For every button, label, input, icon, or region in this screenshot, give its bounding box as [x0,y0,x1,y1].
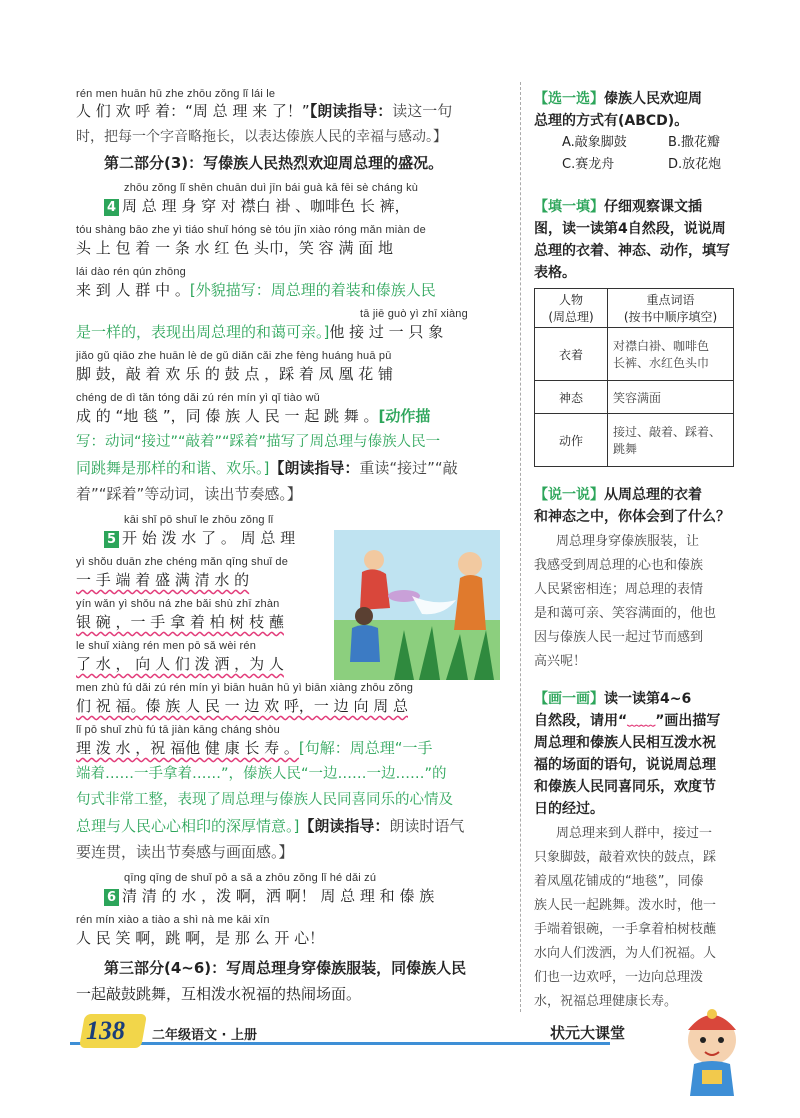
question-text: 总理的方式有(ABCD)。 [534,113,689,129]
answer-line: 只象脚鼓，敲着欢快的鼓点，踩 [534,850,717,865]
option-a: A.敲象脚鼓 [562,135,627,150]
paragraph-line: 是一样的，表现出周总理的和蔼可亲。]他 接 过 一 只 象 [76,323,444,341]
answer-line: 着凤凰花铺成的“地毯”，同傣 [534,874,704,889]
annotation-line: 着”“踩着”等动词，读出节奏感。】 [76,485,302,503]
footer-rule [70,1042,610,1045]
answer-line: 人民紧密相连；周总理的表情 [534,582,704,597]
paragraph-line: 4 周 总 理 身 穿 对 襟白 褂 、咖啡色 长 裤， [104,195,410,217]
pinyin-line: kāi shǐ pō shuǐ le zhōu zǒng lǐ [124,514,274,526]
answer-line: 周总理来到人群中，接过一 [556,826,713,841]
paragraph-line: 人 民 笑 啊，跳 啊，是 那 么 开 心！ [76,929,325,947]
column-divider [520,82,521,1012]
annotation-line: 要连贯，读出节奏感与画面感。】 [76,843,294,861]
answer-line: 是和蔼可亲、笑容满面的，他也 [534,606,717,621]
pinyin-line: yì shǒu duān zhe chéng mǎn qīng shuǐ de [76,556,289,568]
question-text: 和神态之中，你体会到了什么？ [534,509,730,525]
annotation-line: 句式非常工整，表现了周总理与傣族人民同喜同乐的心情及 [76,792,453,808]
table-row: 动作 接过、敲着、踩着、 跳舞 [535,414,734,467]
page-number: 138 [86,1016,125,1045]
question-select: 【选一选】傣族人民欢迎周 [534,91,702,107]
pinyin-line: yín wǎn yì shǒu ná zhe bǎi shù zhī zhàn [76,598,280,610]
option-c: C.赛龙舟 [562,157,615,172]
part-three-summary: 第三部分(4~6)：写周总理身穿傣族服装，同傣族人民 [104,959,467,977]
part-two-summary: 第二部分(3)：写傣族人民热烈欢迎周总理的盛况。 [104,154,444,172]
table-header-row: 人物 (周总理) 重点词语 (按书中顺序填空) [535,289,734,328]
paragraph-line: 们 祝 福。傣 族 人 民 一 边 欢 呼，一 边 向 周 总 [76,697,408,715]
question-text: 和傣族人民同喜同乐，欢度节 [534,779,716,795]
pinyin-line: men zhù fú dǎi zú rén mín yì biān huān hū yì biān xiàng zhōu zǒng [76,682,414,694]
pinyin-line: jiǎo gǔ qiāo zhe huān lè de gǔ diǎn cǎi zhe fèng huáng huā pū [76,350,392,362]
annotation-line: 端着……一手拿着……”，傣族人民“一边……一边……”的 [76,766,447,782]
option-d: D.放花炮 [668,157,722,172]
pinyin-line: lái dào rén qún zhōng [76,266,187,278]
pinyin-line: tā jiē guò yì zhī xiàng [360,308,468,320]
question-text: 总理的衣着、神态、动作，填写 [534,243,730,259]
question-text: 自然段，请用“﹏﹏”画出描写 [534,713,721,729]
option-b: B.撒花瓣 [668,135,721,150]
paragraph-line: 6 清 清 的 水 ，泼 啊，洒 啊！ 周 总 理 和 傣 族 [104,885,434,907]
paragraph-line: 理 泼 水 ，祝 福他 健 康 长 寿 。[句解：周总理“一手 [76,739,433,757]
annotation-line: 写：动词“接过”“敲着”“踩着”描写了周总理与傣族人民一 [76,434,441,450]
annotation-line: 同跳舞是那样的和谐、欢乐。]【朗读指导：重读“接过”“敲 [76,459,458,477]
pinyin-line: zhōu zǒng lǐ shēn chuān duì jīn bái guà kā fēi sè cháng kù [124,182,419,194]
question-text: 日的经过。 [534,801,604,817]
question-text: 表格。 [534,265,576,281]
table-row: 衣着 对襟白褂、咖啡色 长裤、水红色头巾 [535,328,734,381]
answer-line: 高兴呢！ [534,654,587,669]
paragraph-line: 头 上 包 着 一 条 水 红 色 头巾，笑 容 满 面 地 [76,239,393,257]
paragraph-line: 来 到 人 群 中 。[外貌描写：周总理的着装和傣族人民 [76,281,436,299]
question-fill: 【填一填】仔细观察课文插 [534,199,702,215]
answer-table [534,288,734,467]
question-say: 【说一说】从周总理的衣着 [534,487,702,503]
paragraph-line: 人 们 欢 呼 着：“周 总 理 来 了！”【朗读指导：读这一句 [76,102,453,120]
pinyin-line: lǐ pō shuǐ zhù fú tā jiàn kāng cháng shòu [76,724,280,736]
question-draw: 【画一画】读一读第4~6 [534,691,692,707]
answer-line: 因与傣族人民一起过节而感到 [534,630,704,645]
brand-name: 状元大课堂 [550,1024,626,1042]
illustration-water-splashing [334,530,500,680]
question-text: 福的场面的语句，说说周总理 [534,757,716,773]
answer-line: 手端着银碗，一手拿着柏树枝蘸 [534,922,717,937]
answer-line: 周总理身穿傣族服装，让 [556,534,700,549]
paragraph-number: 5 [104,531,119,548]
mascot-icon [672,1000,752,1100]
paragraph-line: 一 手 端 着 盛 满 清 水 的 [76,571,250,589]
question-text: 周总理和傣族人民相互泼水祝 [534,735,716,751]
pinyin-line: qīng qīng de shuǐ pō a sǎ a zhōu zǒng lǐ hé dǎi zú [124,872,377,884]
answer-line: 族人民一起跳舞。泼水时，他一 [534,898,717,913]
pinyin-line: chéng de dì tǎn tóng dǎi zú rén mín yì qǐ tiào wǔ [76,392,321,404]
paragraph-number: 6 [104,889,119,906]
paragraph-line: 5 开 始 泼 水 了 。 周 总 理 [104,527,295,549]
pinyin-line: le shuǐ xiàng rén men pō sǎ wèi rén [76,640,257,652]
table-row: 神态 笑容满面 [535,381,734,414]
paragraph-line: 成 的 “地 毯 ”，同 傣 族 人 民 一 起 跳 舞 。[动作描 [76,407,431,425]
paragraph-line: 了 水 ， 向 人 们 泼 洒 ，为 人 [76,655,284,673]
annotation-line: 总理与人民心心相印的深厚情意。]【朗读指导：朗读时语气 [76,817,465,835]
paragraph-line: 银 碗 ，一 手 拿 着 柏 树 枝 蘸 [76,613,284,631]
answer-line: 水，祝福总理健康长寿。 [534,994,678,1009]
pinyin-line: tóu shàng bāo zhe yì tiáo shuǐ hóng sè tóu jīn xiào róng mǎn miàn de [76,224,426,236]
pinyin-line: rén men huān hū zhe zhōu zǒng lǐ lái le [76,88,276,100]
book-title: 二年级语文 · 上册 [152,1028,257,1043]
part-three-summary-line2: 一起敲鼓跳舞，互相泼水祝福的热闹场面。 [76,985,362,1003]
pinyin-line: rén mín xiào a tiào a shì nà me kāi xīn [76,914,270,926]
paragraph-number: 4 [104,199,119,216]
question-text: 图，读一读第4自然段，说说周 [534,221,726,237]
paragraph-line: 脚 鼓，敲 着 欢 乐 的 鼓 点 ，踩 着 凤 凰 花 铺 [76,365,393,383]
answer-line: 我感受到周总理的心也和傣族 [534,558,704,573]
answer-line: 水向人们泼洒，为人们祝福。人 [534,946,717,961]
answer-line: 们也一边欢呼，一边向总理泼 [534,970,704,985]
reading-guide: 时，把每一个字音略拖长，以表达傣族人民的幸福与感动。】 [76,129,447,145]
